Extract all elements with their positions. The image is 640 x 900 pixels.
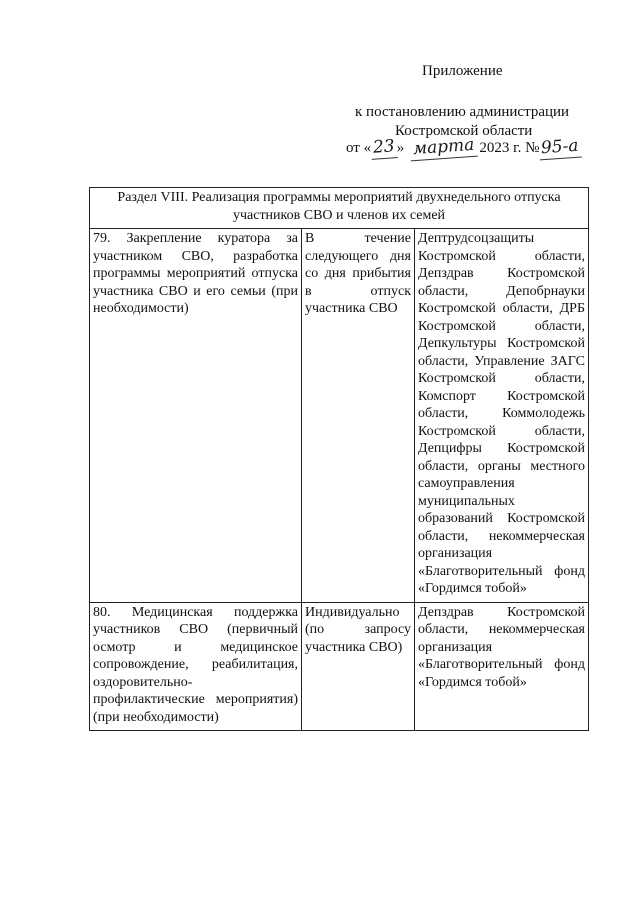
date-prefix: от « [346,140,372,156]
measure-cell: 79. Закрепление куратора за участником СВО, разработка программы мероприятий отпуска участника СВО и его семьи (при необходимости) [90,229,302,603]
date-quote-close: » [396,140,405,156]
handwritten-doc-number: 95-а [539,135,582,161]
handwritten-month: марта [409,134,478,162]
timing-cell: Индивидуально (по запросу участника СВО) [302,602,415,731]
table-row [90,229,589,603]
section-header-row [90,188,589,229]
resolution-reference: к постановлению администрации [355,104,570,120]
appendix-title: Приложение [422,63,503,79]
table-row [90,602,589,731]
region-name: Костромской области [395,123,533,139]
handwritten-day: 23 [370,135,397,160]
section-title: Раздел VIII. Реализация программы мероприятий двухнедельного отпуска участников СВО и членов их семей [90,188,589,229]
measures-table [89,187,589,731]
responsible-cell: Дептрудсоцзащиты Костромской области, Депздрав Костромской области, Депобрнауки Костромской области, ДРБ Костромской области, Депкультуры Костромской области, Управление ЗАГС Костромской области, Комспорт Костромской области, Коммолодежь Костромской области, Депцифры Костромской области, органы местного самоуправления муниципальных образований Костромской области, некоммерческая организация «Благотворительный фонд «Гордимся тобой» [415,229,589,603]
timing-cell: В течение следующего дня со дня прибытия в отпуск участника СВО [302,229,415,603]
date-line [346,136,581,159]
measure-cell: 80. Медицинская поддержка участников СВО (первичный осмотр и медицинское сопровождение, реабилитация, оздоровительно-профилактические мероприятия) (при необходимости) [90,602,302,731]
date-year: 2023 г. № [479,140,540,156]
responsible-cell: Депздрав Костромской области, некоммерческая организация «Благотворительный фонд «Гордимся тобой» [415,602,589,731]
